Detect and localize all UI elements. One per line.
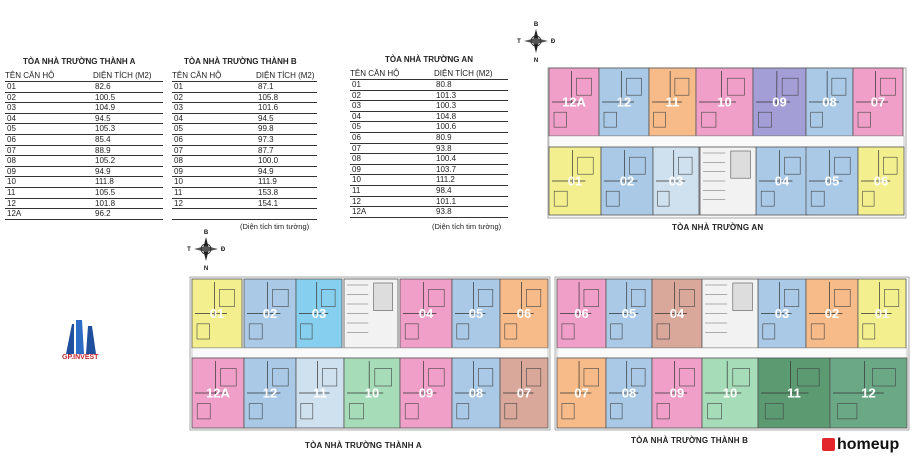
unit-label: 06 (574, 306, 589, 322)
unit-area-cell: 100.0 (256, 156, 317, 167)
unit-label: 09 (772, 94, 787, 110)
gp-invest-logo (62, 318, 102, 364)
table-note: (Diện tích tim tường) (240, 222, 310, 231)
unit-area-cell: 101.3 (434, 90, 508, 101)
unit-name-cell: 12A (5, 209, 93, 220)
unit-label: 11 (313, 385, 327, 401)
unit-name-cell: 06 (350, 132, 434, 143)
homeup-logo (822, 436, 900, 454)
unit-area-cell: 103.7 (434, 164, 508, 175)
unit-name-cell: 10 (5, 177, 93, 188)
unit-name-cell: 04 (350, 111, 434, 122)
homeup-house-icon (822, 438, 835, 451)
compass-west: T (517, 39, 521, 45)
unit-name-cell: 01 (5, 82, 93, 93)
unit-label: 07 (574, 385, 589, 401)
unit-label: 06 (873, 173, 889, 189)
unit-label: 12 (861, 385, 876, 401)
table-title: TÒA NHÀ TRƯỜNG THÀNH A (23, 57, 136, 66)
table-title: TÒA NHÀ TRƯỜNG AN (385, 55, 473, 64)
elevator-shaft (731, 151, 751, 178)
unit-name-cell: 10 (172, 177, 256, 188)
unit-area-cell: 154.1 (256, 198, 317, 209)
unit-label: 05 (468, 306, 484, 322)
compass-needle (194, 246, 218, 252)
unit-name-cell: 04 (5, 113, 93, 124)
unit-area-cell: 105.2 (93, 156, 163, 167)
unit-area-cell: 85.4 (93, 134, 163, 145)
unit-name-cell: 08 (172, 156, 256, 167)
corridor (557, 348, 907, 358)
unit-name-cell: 03 (172, 103, 256, 114)
unit-label: 12 (616, 94, 632, 110)
compass-east: Đ (220, 247, 226, 253)
unit-area-cell: 80.8 (434, 80, 508, 91)
unit-area-cell: 101.1 (434, 196, 508, 207)
unit-area-cell: 82.6 (93, 82, 163, 93)
unit-area-cell: 111.8 (93, 177, 163, 188)
unit-name-cell: 05 (5, 124, 93, 135)
unit-name-cell: 07 (5, 145, 93, 156)
unit-label: 04 (669, 306, 685, 322)
table-note: (Diện tích tim tường) (432, 222, 502, 231)
unit-area-cell: 104.9 (93, 103, 163, 114)
unit-area-cell: 93.8 (434, 143, 508, 154)
unit-label: 08 (822, 94, 837, 110)
compass-south: N (533, 58, 539, 64)
unit-label: 05 (824, 173, 840, 189)
compass-north: B (533, 22, 539, 28)
col-header: DIỆN TÍCH (M2) (434, 69, 508, 80)
unit-label: 07 (870, 94, 886, 110)
compass-south: N (203, 266, 209, 272)
unit-area-cell: 94.5 (93, 113, 163, 124)
unit-name-cell: 11 (172, 187, 256, 198)
unit-name-cell: 05 (350, 122, 434, 133)
col-header: TÊN CĂN HỘ (350, 69, 434, 80)
unit-area-cell: 87.7 (256, 145, 317, 156)
unit-label: 03 (774, 306, 790, 322)
unit-name-cell: 09 (5, 166, 93, 177)
col-header: DIỆN TÍCH (M2) (93, 71, 163, 82)
unit-label: 12 (262, 385, 278, 401)
unit-label: 01 (209, 306, 225, 322)
unit-name-cell: 08 (5, 156, 93, 167)
unit-area-cell: 100.5 (93, 92, 163, 103)
unit-label: 12A (562, 94, 586, 110)
unit-area-cell: 105.8 (256, 92, 317, 103)
unit-name-cell: 02 (5, 92, 93, 103)
unit-name-cell: 06 (5, 134, 93, 145)
corridor (192, 348, 548, 358)
unit-name-cell: 09 (172, 166, 256, 177)
unit-area-cell: 100.6 (434, 122, 508, 133)
unit-area-cell: 100.3 (434, 101, 508, 112)
unit-name-cell: 02 (172, 92, 256, 103)
elevator-shaft (374, 283, 393, 311)
unit-name-cell: 06 (172, 134, 256, 145)
unit-label: 03 (311, 306, 327, 322)
table-title: TÒA NHÀ TRƯỜNG THÀNH B (184, 57, 297, 66)
unit-label: 11 (787, 385, 801, 401)
unit-name-cell: 12A (350, 207, 434, 218)
unit-area-cell: 111.2 (434, 175, 508, 186)
corridor (549, 136, 904, 147)
unit-area-cell: 96.2 (93, 209, 163, 220)
homeup-text: homeup (837, 436, 900, 453)
caption-truong-an: TÒA NHÀ TRƯỜNG AN (672, 223, 764, 232)
unit-label: 02 (619, 173, 635, 189)
unit-name-cell: 11 (350, 185, 434, 196)
unit-area-cell: 94.9 (93, 166, 163, 177)
unit-label: 03 (668, 173, 684, 189)
unit-label: 04 (774, 173, 790, 189)
unit-area-cell: 87.1 (256, 82, 317, 93)
caption-truong-thanh-a: TÒA NHÀ TRƯỜNG THÀNH A (305, 441, 422, 450)
gp-invest-text: GP.INVEST (62, 354, 99, 361)
unit-label: 10 (364, 385, 380, 401)
unit-label: 07 (516, 385, 532, 401)
unit-area-cell: 88.9 (93, 145, 163, 156)
unit-label: 01 (874, 306, 890, 322)
unit-area-cell: 98.4 (434, 185, 508, 196)
unit-label: 08 (468, 385, 484, 401)
unit-name-cell: 12 (350, 196, 434, 207)
unit-name-cell: 07 (172, 145, 256, 156)
unit-area-cell: 111.9 (256, 177, 317, 188)
col-header: DIỆN TÍCH (M2) (256, 71, 317, 82)
unit-area-cell: 80.9 (434, 132, 508, 143)
compass-north: B (203, 230, 209, 236)
unit-name-cell: 11 (5, 187, 93, 198)
unit-area-cell: 100.4 (434, 154, 508, 165)
compass-east: Đ (550, 39, 556, 45)
unit-name-cell: 04 (172, 113, 256, 124)
unit-label: 12A (206, 385, 230, 401)
unit-name-cell: 12 (172, 198, 256, 209)
unit-label: 09 (669, 385, 685, 401)
unit-name-cell: 02 (350, 90, 434, 101)
unit-label: 08 (621, 385, 637, 401)
unit-area-cell: 105.5 (93, 187, 163, 198)
unit-area-cell: 93.8 (434, 207, 508, 218)
unit-label: 11 (665, 94, 680, 110)
compass-west: T (187, 247, 191, 253)
unit-name-cell: 05 (172, 124, 256, 135)
unit-label: 02 (262, 306, 278, 322)
unit-label: 09 (418, 385, 434, 401)
col-header: TÊN CĂN HỘ (172, 71, 256, 82)
unit-name-cell: 01 (172, 82, 256, 93)
elevator-shaft (733, 283, 753, 311)
col-header: TÊN CĂN HỘ (5, 71, 93, 82)
unit-area-cell: 153.8 (256, 187, 317, 198)
unit-area-cell: 104.8 (434, 111, 508, 122)
unit-name-cell: 08 (350, 154, 434, 165)
unit-name-cell: 01 (350, 80, 434, 91)
unit-label: 05 (621, 306, 637, 322)
unit-name-cell: 03 (5, 103, 93, 114)
unit-name-cell: 12 (5, 198, 93, 209)
unit-area-cell: 97.3 (256, 134, 317, 145)
unit-label: 10 (717, 94, 732, 110)
compass-needle (524, 38, 548, 44)
unit-name-cell: 03 (350, 101, 434, 112)
unit-area-cell: 94.9 (256, 166, 317, 177)
unit-area-cell: 101.8 (93, 198, 163, 209)
unit-label: 10 (722, 385, 738, 401)
caption-truong-thanh-b: TÒA NHÀ TRƯỜNG THÀNH B (631, 436, 749, 445)
unit-label: 06 (516, 306, 532, 322)
unit-area-cell: 105.3 (93, 124, 163, 135)
unit-name-cell: 07 (350, 143, 434, 154)
unit-label: 02 (824, 306, 840, 322)
unit-name-cell: 10 (350, 175, 434, 186)
unit-label: 01 (567, 173, 583, 189)
unit-area-cell: 99.8 (256, 124, 317, 135)
unit-label: 04 (418, 306, 434, 322)
unit-name-cell: 09 (350, 164, 434, 175)
unit-area-cell: 94.5 (256, 113, 317, 124)
unit-area-cell: 101.6 (256, 103, 317, 114)
